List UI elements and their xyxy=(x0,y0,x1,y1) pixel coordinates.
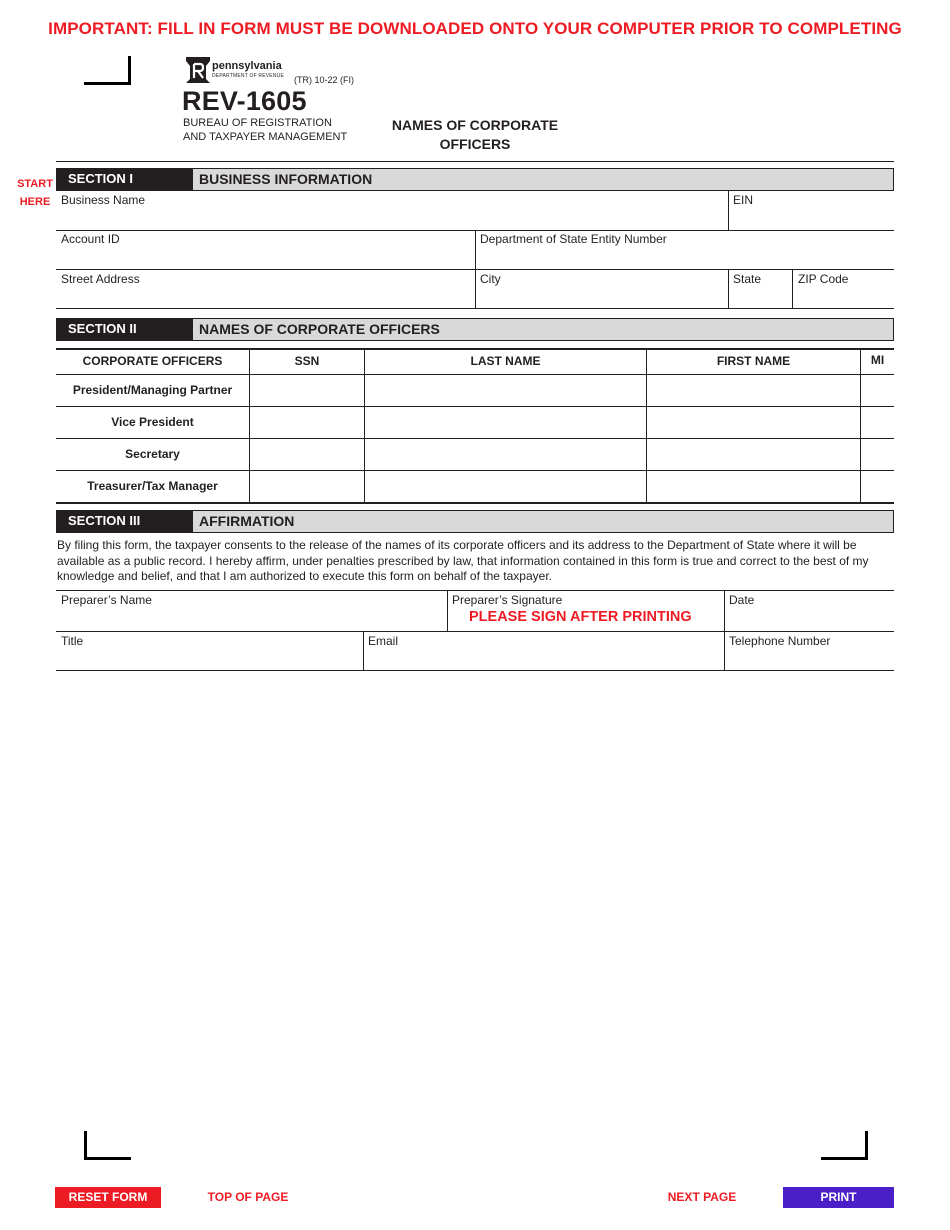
form-number: REV-1605 xyxy=(182,86,307,116)
section-2-number: SECTION II xyxy=(57,319,193,340)
affirmation-text: By filing this form, the taxpayer consents to the release of the names of its corporate officers and its address to the Department of State where it will be available as a public record. I hereby affirm, under penalties prescribed by law, that information contained in this form is true and correct to the best of my knowledge and belief, and that I am authorized to execute this form on behalf of the taxpayer. xyxy=(57,538,869,583)
table-top-rule xyxy=(56,348,894,350)
s3-rule-2 xyxy=(56,631,894,632)
account-id-field[interactable]: Account ID xyxy=(61,232,120,246)
corner-mark-top-left xyxy=(84,56,131,85)
secretary-ssn-input[interactable] xyxy=(250,439,364,470)
reset-form-button[interactable]: RESET FORM xyxy=(55,1187,161,1208)
s3-rule-1 xyxy=(56,590,894,591)
president-first-name-input[interactable] xyxy=(647,375,860,406)
president-ssn-input[interactable] xyxy=(250,375,364,406)
header-divider xyxy=(56,161,894,162)
section-2-title: NAMES OF CORPORATE OFFICERS xyxy=(199,321,440,337)
logo-wordmark: pennsylvania xyxy=(212,60,282,72)
logo-department: DEPARTMENT OF REVENUE xyxy=(212,73,284,79)
city-field[interactable]: City xyxy=(480,272,501,286)
s1-divider-state xyxy=(728,269,729,308)
top-of-page-button[interactable]: TOP OF PAGE xyxy=(207,1190,289,1204)
dos-entity-number-field[interactable]: Department of State Entity Number xyxy=(480,232,667,246)
email-field[interactable]: Email xyxy=(368,634,399,648)
date-field[interactable]: Date xyxy=(729,593,755,607)
next-page-button[interactable]: NEXT PAGE xyxy=(667,1190,737,1204)
s3-divider-right xyxy=(724,590,725,670)
start-here-line-1: START xyxy=(17,178,53,190)
bureau-line-1: BUREAU OF REGISTRATION xyxy=(183,117,332,129)
bureau-line-2: AND TAXPAYER MANAGEMENT xyxy=(183,131,348,143)
sign-after-printing-note: PLEASE SIGN AFTER PRINTING xyxy=(469,609,692,625)
start-here-line-2: HERE xyxy=(19,196,51,208)
preparer-signature-field: Preparer’s Signature xyxy=(452,593,563,607)
s1-divider-zip xyxy=(792,269,793,308)
treasurer-last-name-input[interactable] xyxy=(365,471,646,502)
col-header-ssn: SSN xyxy=(294,354,320,368)
state-field[interactable]: State xyxy=(733,272,762,286)
secretary-first-name-input[interactable] xyxy=(647,439,860,470)
role-vice-president: Vice President xyxy=(111,415,194,429)
important-banner: IMPORTANT: FILL IN FORM MUST BE DOWNLOADED ONTO YOUR COMPUTER PRIOR TO COMPLETING xyxy=(48,19,902,38)
corner-mark-bottom-left xyxy=(84,1131,131,1160)
keystone-logo-icon xyxy=(185,56,211,84)
s3-rule-3 xyxy=(56,670,894,671)
s1-divider-mid xyxy=(475,230,476,308)
form-title-line-1: NAMES OF CORPORATE xyxy=(391,117,559,133)
vice-president-mi-input[interactable] xyxy=(861,407,894,438)
section-3-title: AFFIRMATION xyxy=(199,513,295,529)
section-3-number: SECTION III xyxy=(57,511,193,532)
section-1-header xyxy=(56,168,894,191)
treasurer-ssn-input[interactable] xyxy=(250,471,364,502)
role-treasurer: Treasurer/Tax Manager xyxy=(87,479,218,493)
col-header-first-name: FIRST NAME xyxy=(716,354,791,368)
col-header-officers: CORPORATE OFFICERS xyxy=(82,354,223,368)
s3-divider-email xyxy=(363,631,364,670)
ein-field[interactable]: EIN xyxy=(733,193,754,207)
col-header-last-name: LAST NAME xyxy=(470,354,541,368)
secretary-last-name-input[interactable] xyxy=(365,439,646,470)
s3-divider-signature xyxy=(447,590,448,631)
telephone-field[interactable]: Telephone Number xyxy=(729,634,831,648)
bureau-name xyxy=(183,116,347,144)
preparer-name-field[interactable]: Preparer’s Name xyxy=(61,593,152,607)
vice-president-first-name-input[interactable] xyxy=(647,407,860,438)
form-title-line-2: OFFICERS xyxy=(439,136,511,152)
vice-president-ssn-input[interactable] xyxy=(250,407,364,438)
vice-president-last-name-input[interactable] xyxy=(365,407,646,438)
president-mi-input[interactable] xyxy=(861,375,894,406)
zip-code-field[interactable]: ZIP Code xyxy=(798,272,849,286)
secretary-mi-input[interactable] xyxy=(861,439,894,470)
col-header-mi: MI xyxy=(870,353,885,367)
corner-mark-bottom-right xyxy=(821,1131,868,1160)
street-address-field[interactable]: Street Address xyxy=(61,272,140,286)
print-button[interactable]: PRINT xyxy=(783,1187,894,1208)
treasurer-mi-input[interactable] xyxy=(861,471,894,502)
role-president: President/Managing Partner xyxy=(72,383,233,397)
section-3-header xyxy=(56,510,894,533)
form-revision: (TR) 10-22 (FI) xyxy=(294,75,355,85)
table-bottom-rule xyxy=(56,502,894,504)
section-2-header xyxy=(56,318,894,341)
section-1-title: BUSINESS INFORMATION xyxy=(199,171,373,187)
form-title xyxy=(370,116,580,154)
business-name-field[interactable]: Business Name xyxy=(61,193,146,207)
section-1-number: SECTION I xyxy=(57,169,193,190)
president-last-name-input[interactable] xyxy=(365,375,646,406)
role-secretary: Secretary xyxy=(125,447,180,461)
title-field[interactable]: Title xyxy=(61,634,84,648)
s1-rule-3 xyxy=(56,308,894,309)
s1-divider-ein xyxy=(728,190,729,230)
start-here-marker xyxy=(14,175,56,211)
treasurer-first-name-input[interactable] xyxy=(647,471,860,502)
